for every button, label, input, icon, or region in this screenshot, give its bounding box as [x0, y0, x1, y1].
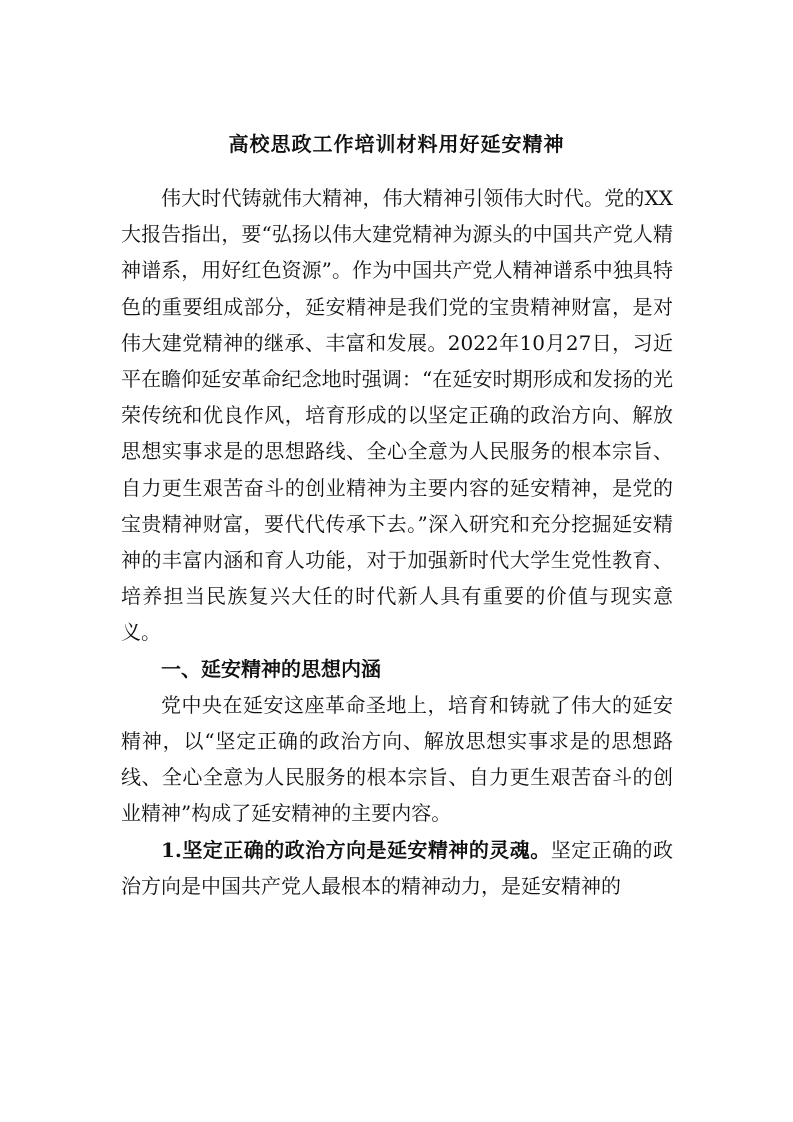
intro-paragraph: 伟大时代铸就伟大精神，伟大精神引领伟大时代。党的XX大报告指出，要“弘扬以伟大建党精神为源头的中国共产党人精神谱系，用好红色资源”。作为中国共产党人精神谱系中独具特色的重要组成部分，延安精神是我们党的宝贵精神财富，是对伟大建党精神的继承、丰富和发展。2022年10月27日，习近平在瞻仰延安革命纪念地时强调：“在延安时期形成和发扬的光荣传统和优良作风，培育形成的以坚定正确的政治方向、解放思想实事求是的思想路线、全心全意为人民服务的根本宗旨、自力更生艰苦奋斗的创业精神为主要内容的延安精神，是党的宝贵精神财富，要代代传承下去。”深入研究和充分挖掘延安精神的丰富内涵和育人功能，对于加强新时代大学生党性教育、培养担当民族复兴大任的时代新人具有重要的价值与现实意义。 — [121, 186, 673, 645]
document-body — [121, 180, 673, 904]
point-1-text: 坚定正确的政治方向是中国共产党人最根本的精神动力，是延安精神的 — [121, 837, 674, 898]
document-title: 高校思政工作培训材料用好延安精神 — [228, 132, 565, 156]
section-heading: 一、延安精神的思想内涵 — [161, 656, 381, 681]
point-1-lead: 1.坚定正确的政治方向是延安精神的灵魂。 — [161, 837, 551, 862]
section-paragraph: 党中央在延安这座革命圣地上，培育和铸就了伟大的延安精神，以“坚定正确的政治方向、解放思想实事求是的思想路线、全心全意为人民服务的根本宗旨、自力更生艰苦奋斗的创业精神”构成了延安精神的主要内容。 — [121, 692, 673, 826]
point-1-paragraph — [121, 832, 673, 904]
